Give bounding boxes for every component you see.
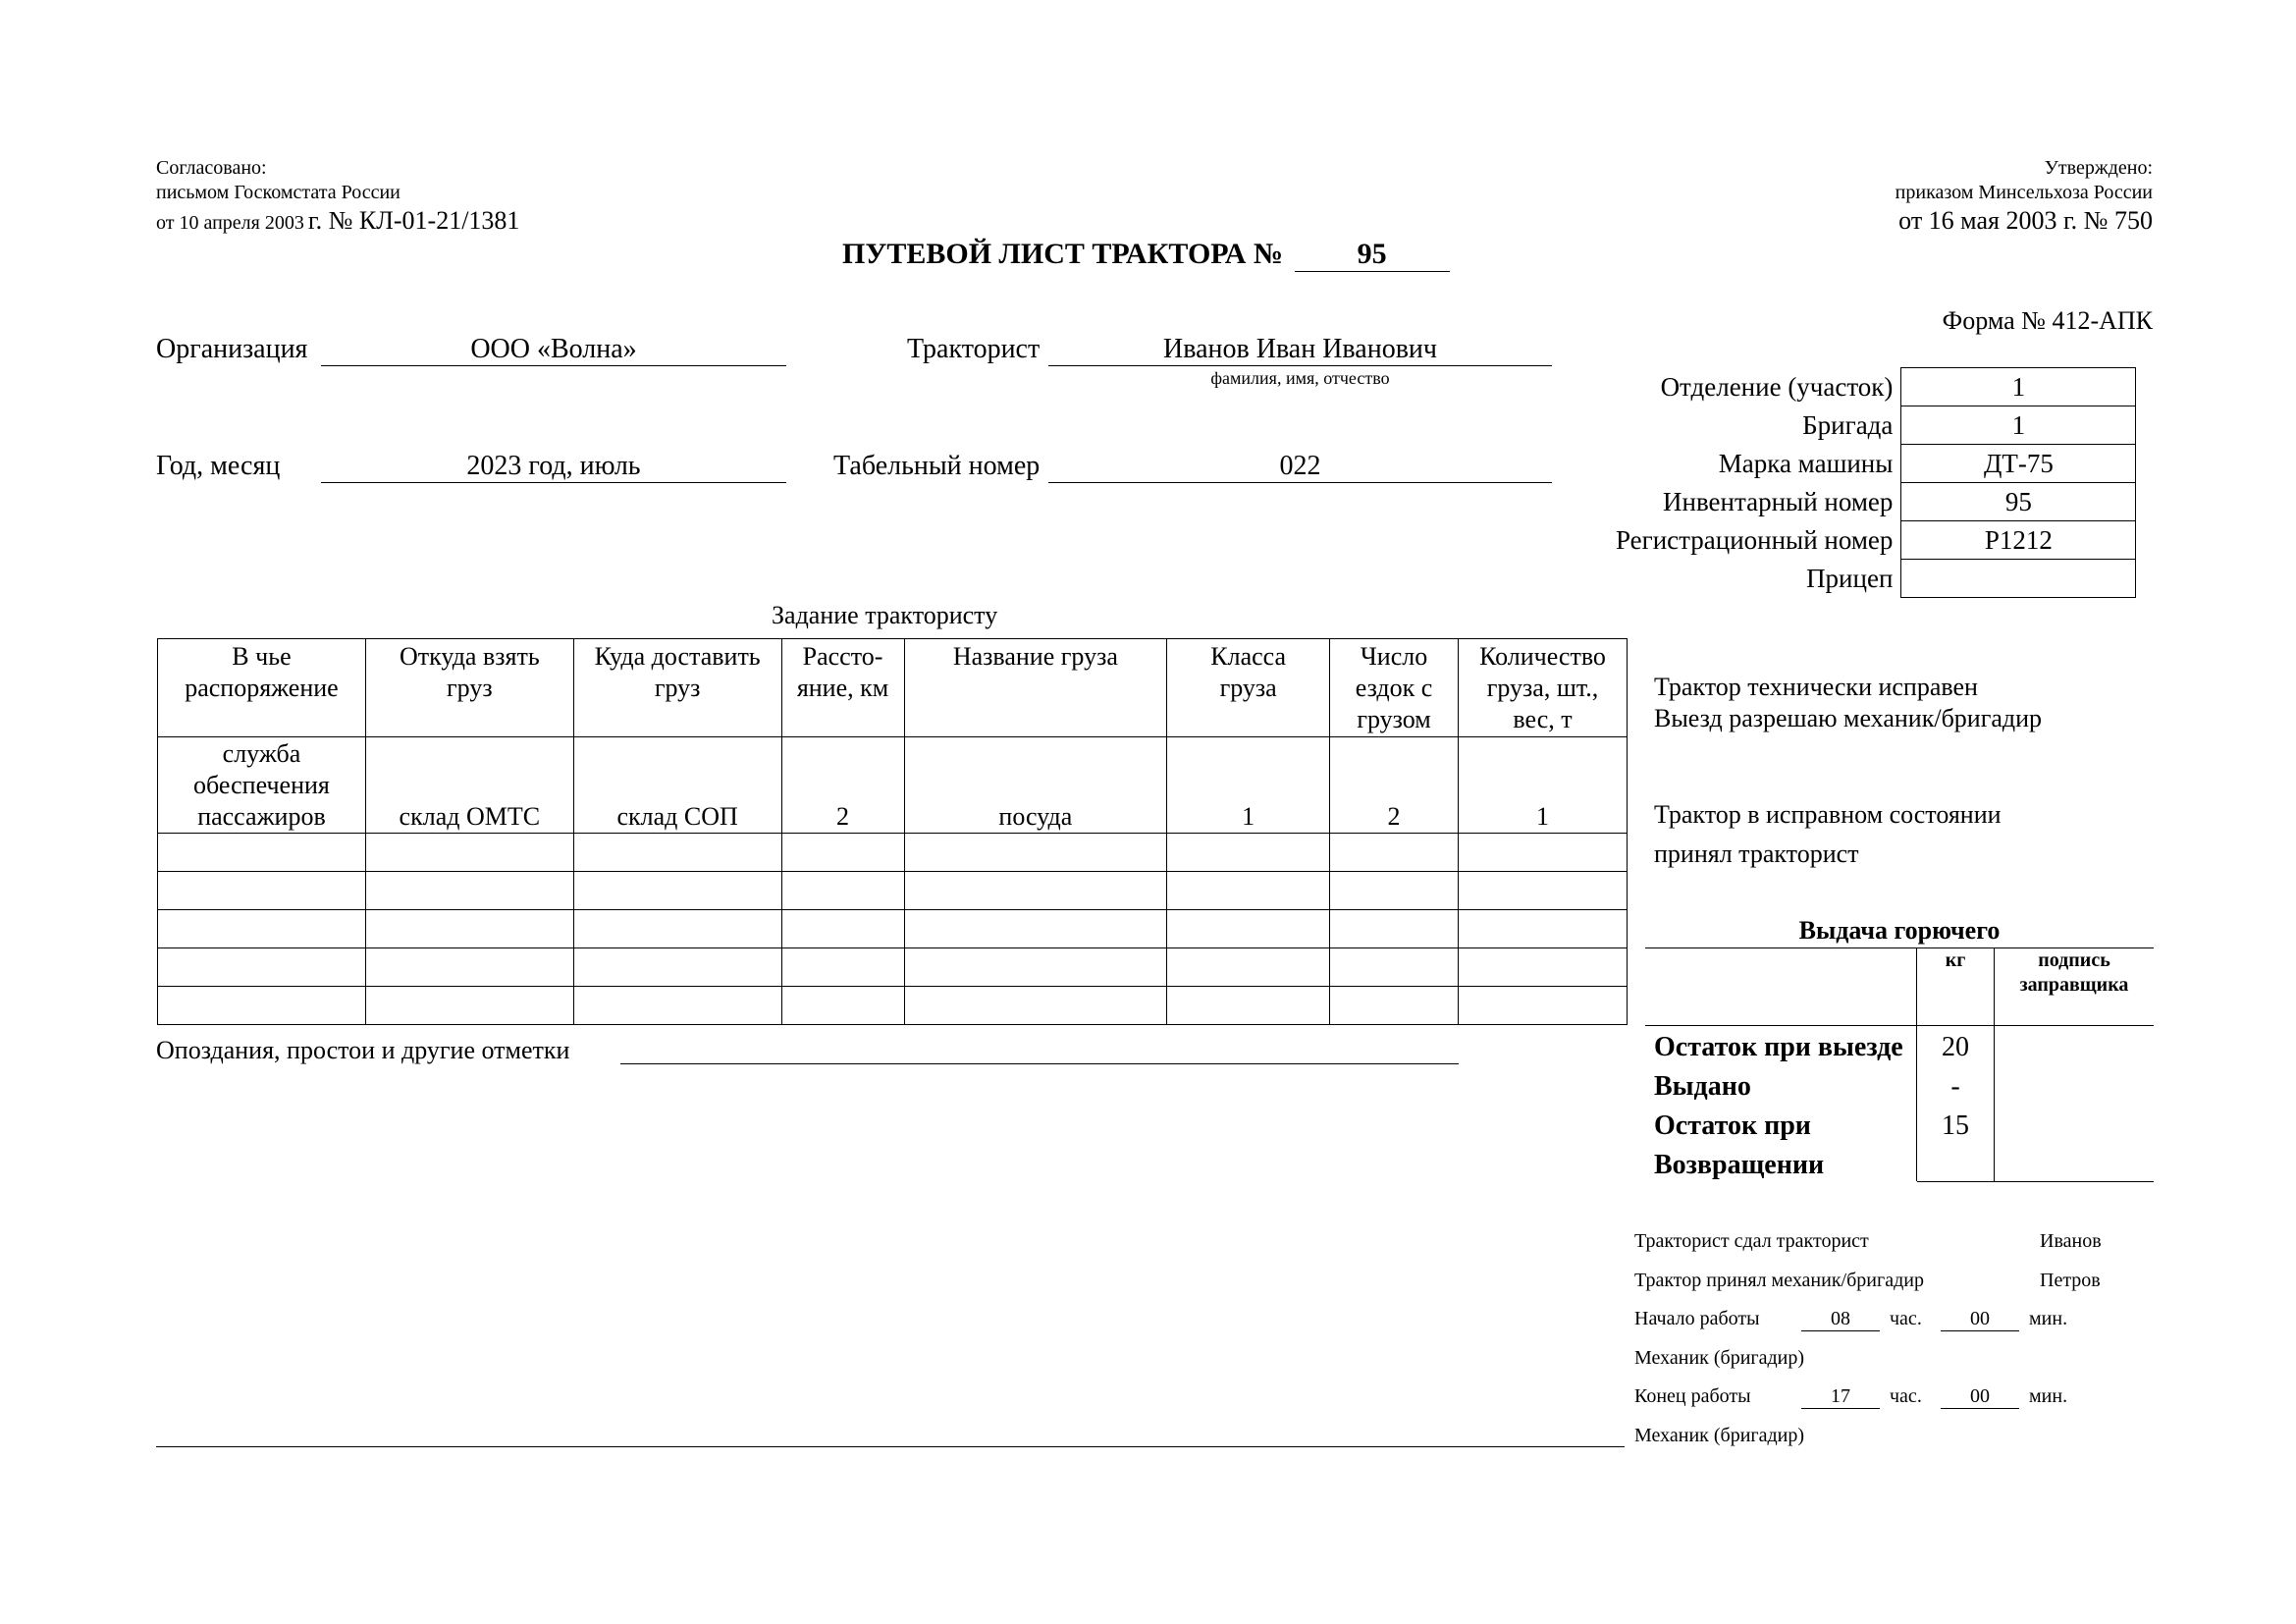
info-label-brigade: Бригада <box>1802 410 1894 440</box>
info-row <box>1616 368 2136 406</box>
tab-number-value: 022 <box>1048 451 1552 483</box>
status-line3: Трактор в исправном состоянии <box>1654 800 2002 829</box>
cell-class: 1 <box>1167 737 1330 834</box>
organization-value: ООО «Волна» <box>321 334 786 366</box>
info-value-brigade: 1 <box>1901 406 2136 445</box>
end-minutes: 00 <box>1941 1385 2019 1409</box>
cell-to: склад СОП <box>573 737 781 834</box>
info-value-model: ДТ-75 <box>1901 445 2136 483</box>
fuel-value-issued: - <box>1950 1071 1960 1102</box>
agreed-date: от 10 апреля 2003 <box>156 212 304 234</box>
col-header-cargo: Название груза <box>904 639 1167 737</box>
agreed-line1: Согласовано: <box>156 157 267 179</box>
approved-line1: Утверждено: <box>2044 157 2153 179</box>
table-row <box>158 948 1628 987</box>
end-minutes-unit: мин. <box>2029 1385 2068 1407</box>
driver-hint: фамилия, имя, отчество <box>1210 368 1390 388</box>
table-row <box>158 910 1628 948</box>
cell-quantity: 1 <box>1459 737 1628 834</box>
cell-from: склад ОМТС <box>365 737 573 834</box>
status-line4: принял тракторист <box>1654 839 1859 868</box>
status-line2: Выезд разрешаю механик/бригадир <box>1654 704 2043 732</box>
info-label-trailer: Прицеп <box>1806 564 1894 593</box>
driver-value: Иванов Иван Иванович <box>1048 334 1552 366</box>
info-row <box>1616 406 2136 445</box>
fuel-label-issued: Выдано <box>1654 1071 1751 1102</box>
info-label-division: Отделение (участок) <box>1660 372 1894 402</box>
info-label-registration: Регистрационный номер <box>1616 525 1894 555</box>
fuel-top-line <box>1645 947 2154 948</box>
waybill-number: 95 <box>1295 238 1450 272</box>
start-minutes-unit: мин. <box>2029 1308 2068 1329</box>
form-number: Форма № 412-АПК <box>1942 306 2153 335</box>
start-hours: 08 <box>1801 1308 1880 1331</box>
start-hours-unit: час. <box>1890 1308 1922 1329</box>
fuel-value-return: 15 <box>1942 1110 1969 1141</box>
info-value-registration: Р1212 <box>1901 521 2136 560</box>
fuel-col-sign1: подпись <box>2038 949 2110 971</box>
end-hours: 17 <box>1801 1385 1880 1409</box>
period-label: Год, месяц <box>156 451 281 481</box>
col-header-owner: В чье распоряжение <box>158 639 366 737</box>
status-line1: Трактор технически исправен <box>1654 673 1978 701</box>
cell-distance: 2 <box>781 737 904 834</box>
fuel-value-departure: 20 <box>1942 1032 1969 1062</box>
fuel-header-line <box>1645 1025 2154 1026</box>
fuel-label-departure: Остаток при выезде <box>1654 1032 1903 1062</box>
driver-label: Тракторист <box>907 334 1041 364</box>
col-header-class: Класса груза <box>1167 639 1330 737</box>
col-header-distance: Рассто- яние, км <box>781 639 904 737</box>
table-row <box>158 737 1628 834</box>
start-label: Начало работы <box>1634 1308 1760 1329</box>
info-label-model: Марка машины <box>1718 449 1894 478</box>
info-row <box>1616 560 2136 598</box>
delays-line <box>620 1063 1459 1064</box>
period-value: 2023 год, июль <box>321 451 786 483</box>
mechanic-label-2: Механик (бригадир) <box>1634 1425 1805 1446</box>
fuel-bottom-line <box>1917 1181 2154 1182</box>
task-header-row <box>158 639 1628 737</box>
vehicle-info-table <box>1616 367 2136 598</box>
bottom-line <box>156 1446 1625 1447</box>
tab-number-label: Табельный номер <box>833 451 1041 481</box>
table-row <box>158 987 1628 1025</box>
table-row <box>158 834 1628 872</box>
info-value-trailer <box>1901 560 2136 598</box>
info-value-division: 1 <box>1901 368 2136 406</box>
fuel-title: Выдача горючего <box>1798 916 2001 945</box>
accepted-label: Трактор принял механик/бригадир <box>1634 1270 1924 1291</box>
approved-line2: приказом Минсельхоза России <box>1895 182 2153 203</box>
page-title <box>842 238 1450 272</box>
cell-trips: 2 <box>1330 737 1459 834</box>
handed-label: Тракторист сдал тракторист <box>1634 1230 1869 1252</box>
table-row <box>158 872 1628 910</box>
start-minutes: 00 <box>1941 1308 2019 1331</box>
end-label: Конец работы <box>1634 1385 1751 1407</box>
agreed-number: г. № КЛ-01-21/1381 <box>307 206 520 235</box>
delays-label: Опоздания, простои и другие отметки <box>156 1036 570 1064</box>
task-table <box>157 638 1628 1025</box>
col-header-quantity: Количество груза, шт., вес, т <box>1459 639 1628 737</box>
accepted-value: Петров <box>2040 1270 2101 1291</box>
fuel-label-return2: Возвращении <box>1654 1150 1825 1180</box>
fuel-col-sign2: заправщика <box>2019 974 2129 996</box>
title-text: ПУТЕВОЙ ЛИСТ ТРАКТОРА № <box>842 238 1284 270</box>
task-title: Задание трактористу <box>772 601 998 629</box>
col-header-from: Откуда взять груз <box>365 639 573 737</box>
col-header-to: Куда доставить груз <box>573 639 781 737</box>
info-row <box>1616 483 2136 521</box>
agreed-line2: письмом Госкомстата России <box>156 182 400 203</box>
info-value-inventory: 95 <box>1901 483 2136 521</box>
fuel-label-return1: Остаток при <box>1654 1110 1811 1141</box>
info-row <box>1616 445 2136 483</box>
cell-owner: служба обеспечения пассажиров <box>158 737 366 834</box>
organization-label: Организация <box>156 334 308 364</box>
cell-cargo: посуда <box>904 737 1167 834</box>
handed-value: Иванов <box>2040 1230 2102 1252</box>
approved-line3: от 16 мая 2003 г. № 750 <box>1898 206 2153 235</box>
col-header-trips: Число ездок с грузом <box>1330 639 1459 737</box>
mechanic-label-1: Механик (бригадир) <box>1634 1347 1805 1369</box>
info-row <box>1616 521 2136 560</box>
fuel-vline-1 <box>1916 947 1917 1181</box>
agreed-line3 <box>156 206 519 236</box>
fuel-col-kg: кг <box>1945 949 1966 971</box>
end-hours-unit: час. <box>1890 1385 1922 1407</box>
info-label-inventory: Инвентарный номер <box>1663 487 1894 516</box>
